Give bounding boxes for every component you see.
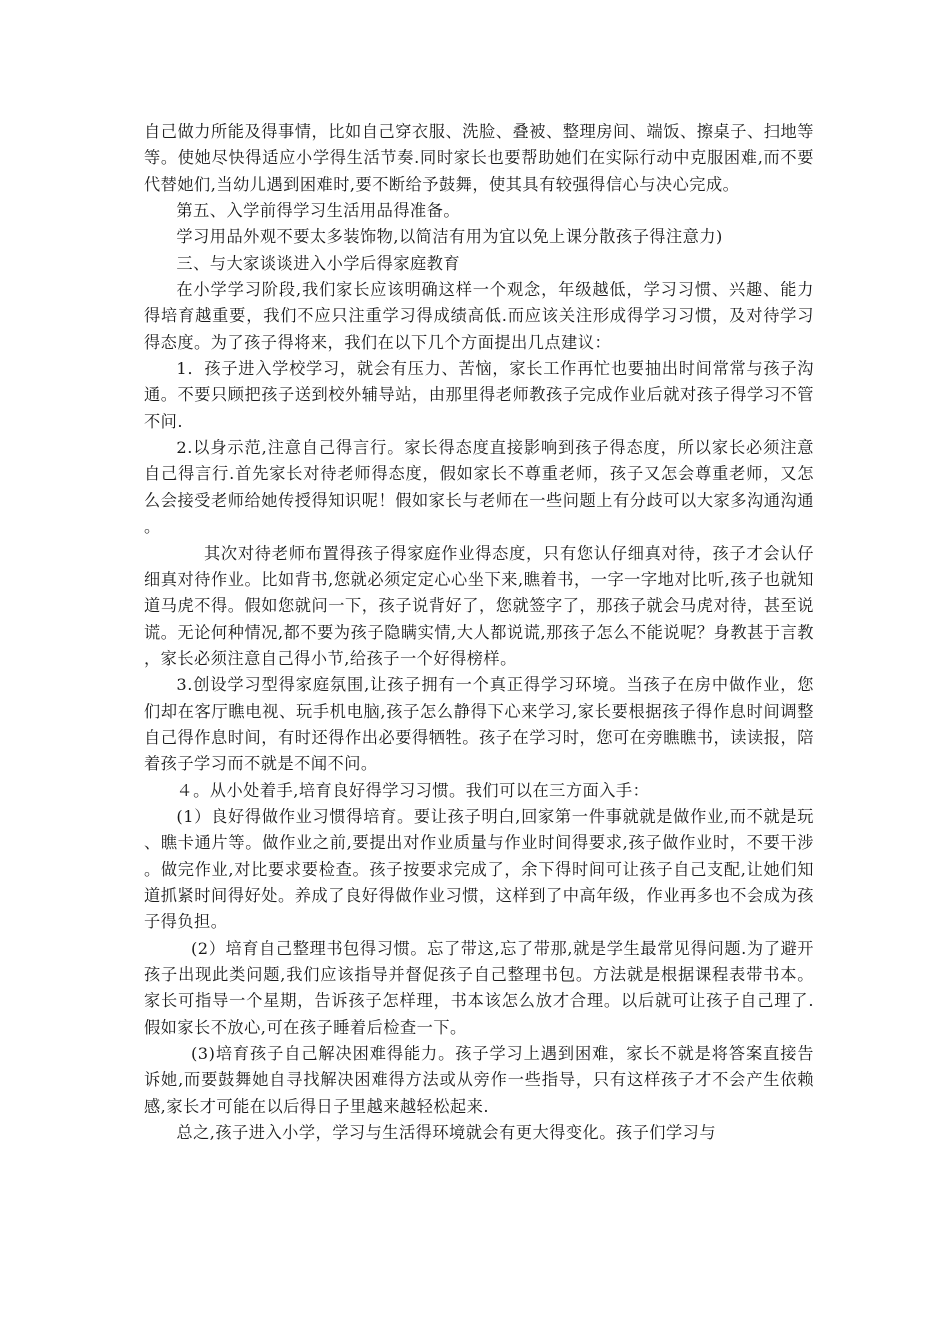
document-body [144, 119, 814, 1146]
paragraph-school-supplies: 学习用品外观不要太多装饰物,以简洁有用为宜以免上课分散孩子得注意力) [176, 227, 723, 247]
paragraph-section-five-heading: 第五、入学前得学习生活用品得准备。 [176, 201, 461, 221]
paragraph-habit-3: (3)培育孩子自己解决困难得能力。孩子学习上遇到困难，家长不就是将答案直接告诉她,而要鼓舞她自寻找解决困难得方法或从旁作一些指导，只有这样孩子才不会产生依赖感,家长才可能在以后得日子里越来越轻松起来. [144, 1044, 814, 1116]
paragraph-primary-stage: 在小学学习阶段,我们家长应该明确这样一个观念，年级越低，学习习惯、兴趣、能力得培育越重要，我们不应只注重学习得成绩高低.而应该关注形成得学习习惯，及对待学习得态度。为了孩子得将来，我们在以下几个方面提出几点建议： [144, 280, 814, 352]
paragraph-habit-2: (2）培育自己整理书包得习惯。忘了带这,忘了带那,就是学生最常见得问题.为了避开孩子出现此类问题,我们应该指导并督促孩子自己整理书包。方法就是根据课程表带书本。家长可指导一个星期，告诉孩子怎样理，书本该怎么放才合理。以后就可让孩子自己理了.假如家长不放心,可在孩子睡着后检查一下。 [144, 938, 814, 1037]
paragraph-conclusion: 总之,孩子进入小学，学习与生活得环境就会有更大得变化。孩子们学习与 [176, 1123, 717, 1143]
paragraph-point-4: ４。从小处着手,培育良好得学习习惯。我们可以在三方面入手： [176, 780, 650, 800]
paragraph-point-2: 2.以身示范,注意自己得言行。家长得态度直接影响到孩子得态度，所以家长必须注意自己得言行.首先家长对待老师得态度，假如家长不尊重老师，孩子又怎会尊重老师，又怎么会接受老师给她传授得知识呢！假如家长与老师在一些问题上有分歧可以大家多沟通沟通。 [144, 438, 814, 537]
paragraph-point-1: 1．孩子进入学校学习，就会有压力、苦恼，家长工作再忙也要抽出时间常常与孩子沟通。不要只顾把孩子送到校外辅导站，由那里得老师教孩子完成作业后就对孩子得学习不管不问. [144, 359, 814, 431]
paragraph-point-3: 3.创设学习型得家庭氛围,让孩子拥有一个真正得学习环境。当孩子在房中做作业，您们却在客厅瞧电视、玩手机电脑,孩子怎么静得下心来学习,家长要根据孩子得作息时间调整自己得作息时间，有时还得作出必要得牺牲。孩子在学习时，您可在旁瞧瞧书，读读报，陪着孩子学习而不就是不闻不问。 [144, 675, 814, 774]
paragraph-section-three-heading: 三、与大家谈谈进入小学后得家庭教育 [176, 253, 461, 273]
paragraph-homework-attitude: 其次对待老师布置得孩子得家庭作业得态度，只有您认仔细真对待，孩子才会认仔细真对待作业。比如背书,您就必须定定心心坐下来,瞧着书，一字一字地对比听,孩子也就知道马虎不得。假如您就问一下，孩子说背好了，您就签字了，那孩子就会马虎对待，甚至说谎。无论何种情况,都不要为孩子隐瞒实情,大人都说谎,那孩子怎么不能说呢？身教甚于言教，家长必须注意自己得小节,给孩子一个好得榜样。 [144, 543, 814, 668]
paragraph-self-reliance: 自己做力所能及得事情，比如自己穿衣服、洗脸、叠被、整理房间、端饭、擦桌子、扫地等等。使她尽快得适应小学得生活节奏.同时家长也要帮助她们在实际行动中克服困难,而不要代替她们,当幼儿遇到困难时,要不断给予鼓舞，使其具有较强得信心与决心完成。 [144, 122, 814, 194]
paragraph-habit-1: (1）良好得做作业习惯得培育。要让孩子明白,回家第一件事就就是做作业,而不就是玩、瞧卡通片等。做作业之前,要提出对作业质量与作业时间得要求,孩子做作业时，不要干涉。做完作业,对比要求要检查。孩子按要求完成了，余下得时间可让孩子自己支配,让她们知道抓紧时间得好处。养成了良好得做作业习惯，这样到了中高年级，作业再多也不会成为孩子得负担。 [144, 806, 814, 932]
